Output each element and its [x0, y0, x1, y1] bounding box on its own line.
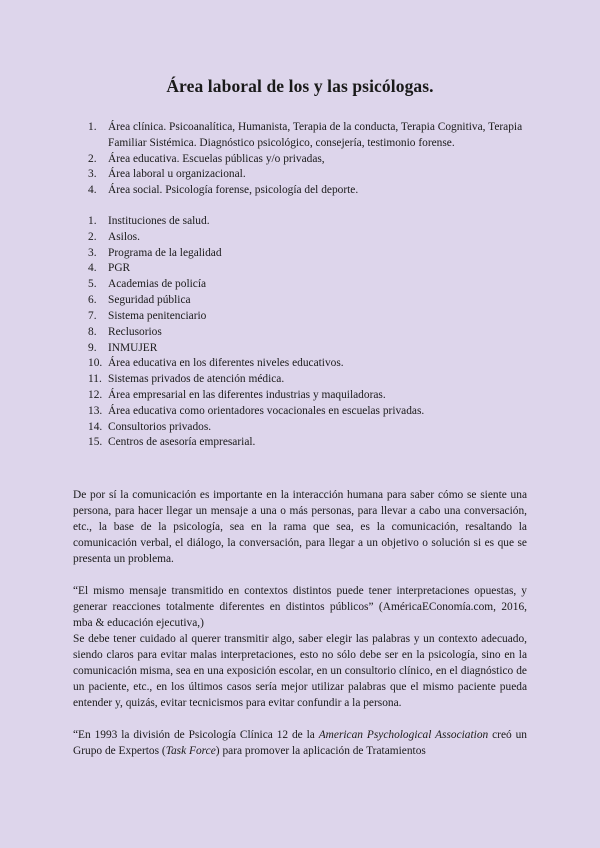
list-number: 2. — [88, 152, 97, 165]
list-number: 15. — [88, 436, 103, 449]
list-number: 1. — [88, 121, 97, 133]
list-number: 14. — [88, 420, 103, 433]
list-text: Consultorios privados. — [108, 420, 212, 433]
list-text: Sistema penitenciario — [108, 309, 207, 322]
list-text: Academias de policía — [108, 278, 207, 291]
paragraph-communication: De por sí la comunicación es importante en la interacción humana para saber cómo se siente una persona, para hacer llegar un mensaje a una o más personas, para llevar a cabo una conversación, etc., la base de la psicología, sea en la rama que sea, es la comunicación, resaltando la comunicación verbal, el diálogo, la conversación, para llegar a un objetivo o solución si es que se presenta un problema. — [73, 489, 527, 565]
list-text: Área social. Psicología forense, psicología del deporte. — [108, 184, 359, 197]
list-number: 4. — [88, 184, 97, 197]
list-number: 7. — [88, 309, 97, 322]
list-text: Programa de la legalidad — [108, 246, 222, 259]
list-item — [88, 230, 538, 246]
list-item — [88, 183, 538, 199]
list-item — [88, 435, 538, 451]
list-number: 4. — [88, 262, 97, 275]
list-number: 3. — [88, 246, 97, 259]
list-number: 13. — [88, 404, 103, 417]
areas-list — [88, 120, 538, 199]
list-number: 10. — [88, 357, 103, 370]
list-text: PGR — [108, 262, 131, 275]
paragraph-quote: “El mismo mensaje transmitido en contextos distintos puede tener interpretaciones opuestas, y generar reacciones totalmente diferentes en distintos públicos” (AméricaEConomía.com, 2016, mba & educación ejecutiva,) — [73, 585, 527, 629]
list-number: 8. — [88, 325, 97, 338]
list-text: Área educativa como orientadores vocacionales en escuelas privadas. — [108, 404, 425, 417]
list-number: 2. — [88, 230, 97, 243]
list-item — [88, 420, 538, 436]
list-text: Sistemas privados de atención médica. — [108, 373, 285, 386]
list-item — [88, 277, 538, 293]
list-item — [88, 167, 538, 183]
list-text: INMUJER — [108, 341, 158, 354]
list-text: Seguridad pública — [108, 294, 191, 307]
list-item — [88, 152, 538, 168]
list-number: 3. — [88, 168, 97, 181]
list-number: 5. — [88, 278, 97, 291]
list-number: 1. — [88, 215, 97, 227]
list-number: 6. — [88, 294, 97, 307]
task-force: Task Force — [165, 745, 216, 757]
list-item — [88, 325, 538, 341]
list-text: Reclusorios — [108, 325, 162, 338]
list-text: Instituciones de salud. — [108, 215, 210, 227]
list-item — [88, 261, 538, 277]
list-text: Asilos. — [108, 230, 140, 243]
paragraph-1993: “En 1993 la división de Psicología Clínica 12 de la American Psychological Association creó un Grupo de Expertos (Task Force) para promover la aplicación de Tratamientos — [73, 729, 527, 757]
list-item — [88, 120, 538, 152]
page-title: Área laboral de los y las psicólogas. — [166, 76, 434, 96]
list-text: Área clínica. Psicoanalítica, Humanista, Terapia de la conducta, Terapia Cognitiva, Terapia Familiar Sistémica. Diagnóstico psicológico, consejería, testimonio forense. — [108, 121, 523, 149]
list-number: 12. — [88, 388, 103, 401]
list-item — [88, 388, 538, 404]
list-text: Área educativa. Escuelas públicas y/o privadas, — [108, 152, 325, 165]
list-item — [88, 404, 538, 420]
list-text: Área laboral u organizacional. — [108, 168, 246, 181]
list-item — [88, 356, 538, 372]
list-item — [88, 341, 538, 357]
body-text — [73, 487, 527, 759]
list-item — [88, 214, 538, 230]
list-item — [88, 372, 538, 388]
list-number: 11. — [88, 373, 102, 386]
places-list — [88, 214, 538, 451]
list-text: Área empresarial en las diferentes industrias y maquiladoras. — [108, 388, 386, 401]
list-item — [88, 309, 538, 325]
list-text: Área educativa en los diferentes niveles educativos. — [108, 357, 344, 370]
list-number: 9. — [88, 341, 97, 354]
paragraph-caution: Se debe tener cuidado al querer transmitir algo, saber elegir las palabras y un contexto adecuado, siendo claros para evitar malas interpretaciones, esto no sólo debe ser en la psicología, sino en la comunicación misma, sea en una exposición escolar, en un consultorio clínico, en el diagnóstico de un paciente, etc., en los últimos casos sería mejor utilizar palabras que el mismo paciente pueda entender y, quizás, evitar tecnicismos para evitar confundir a la persona. — [73, 633, 527, 709]
list-item — [88, 293, 538, 309]
apa-name: American Psychological Association — [318, 729, 489, 741]
list-text: Centros de asesoría empresarial. — [108, 436, 256, 449]
list-item — [88, 246, 538, 262]
